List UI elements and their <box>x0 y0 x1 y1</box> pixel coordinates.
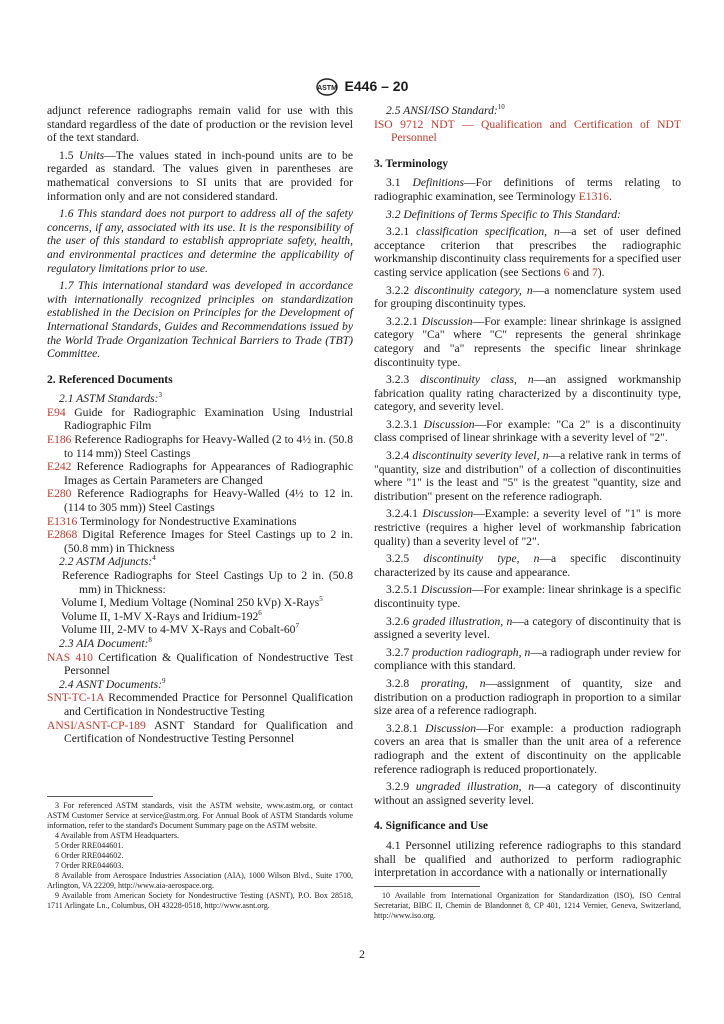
footnotes-right <box>374 886 681 921</box>
astm-reference-list <box>47 406 353 556</box>
reference-link[interactable]: ANSI/ASNT-CP-189 <box>47 718 146 732</box>
subsection-2-5: 2.5 ANSI/ISO Standard:$^{10}$ <box>386 103 505 117</box>
reference-link[interactable]: E186 <box>47 433 72 447</box>
footnote: 10 Available from International Organization for Standardization (ISO), ISO Central Secretariat, BIBC II, Chemin de Blandonnet 8, CP 401, 1214 Vernier, Geneva, Switzerland, http://www.iso.org. <box>374 891 681 920</box>
footnote: 3 For referenced ASTM standards, visit the ASTM website, www.astm.org, or contact ASTM Customer Service at service@astm.org. For Annual Book of ASTM Standards volume information, refer to the standard's Document Summary page on the ASTM website. <box>47 801 353 830</box>
subsection-2-2: 2.2 ASTM Adjuncts:$^4$ <box>59 554 156 569</box>
page-number: 2 <box>359 948 365 961</box>
reference-link[interactable]: NAS 410 <box>47 650 93 664</box>
subsection-2-4: 2.4 ASNT Documents:$^9$ <box>59 676 166 691</box>
reference-link[interactable]: E2868 <box>47 528 78 542</box>
terminology-link[interactable]: E1316 <box>578 189 609 203</box>
page-header <box>0 78 724 96</box>
para-3-2-2-1: 3.2.2.1 Discussion—For example: linear shrinkage is assigned category "Ca" where "C" represents the general shrinkage category and "a" represents the specific linear shrinkage discontinuity type. <box>374 314 681 369</box>
footnotes-left <box>47 796 353 911</box>
reference-link[interactable]: E280 <box>47 487 72 501</box>
para-1-6: 1.6 This standard does not purport to address all of the safety concerns, if any, associated with its use. It is the responsibility of the user of this standard to establish appropriate safety, health, and environmental practices and determine the applicability of regulatory limitations prior to use. <box>47 207 353 275</box>
reference-item: E242 Reference Radiographs for Appearances of Radiographic Images as Certain Parameters are Changed <box>47 460 353 487</box>
footnote: 5 Order RRE044601. <box>55 841 124 850</box>
reference-link[interactable]: SNT-TC-1A <box>47 691 104 705</box>
para-3-2-3: 3.2.3 discontinuity class, n—an assigned workmanship fabrication quality rating characterized by a discontinuity type, category, and severity level. <box>374 373 681 414</box>
reference-item: E2868 Digital Reference Images for Steel Castings up to 2 in. (50.8 mm) in Thickness <box>47 528 353 555</box>
reference-link[interactable]: E94 <box>47 405 66 419</box>
reference-item: ANSI/ASNT-CP-189 ASNT Standard for Qualification and Certification of Nondestructive Testing Personnel <box>47 718 353 746</box>
section-link[interactable]: 6 <box>563 265 570 279</box>
para-1-7: 1.7 This international standard was developed in accordance with internationally recognized principles on standardization established in the Decision on Principles for the Development of International Standards, Guides and Recommendations issued by the World Trade Organization Technical Barriers to Trade (TBT) Committee. <box>47 279 353 361</box>
footnote-divider <box>374 886 480 887</box>
footnote: 7 Order RRE044603. <box>55 861 124 870</box>
para-3-2-8: 3.2.8 prorating, n—assignment of quantity, size and distribution on a production radiograph in proportion to a similar size area of a reference radiograph. <box>374 676 681 718</box>
para-3-2-4: 3.2.4 discontinuity severity level, n—a relative rank in terms of "quantity, size and distribution" of a collection of discontinuities where "1" is the least and "5" is the greatest "quantity, size and distribution" present on the reference radiograph. <box>374 449 681 503</box>
right-column <box>374 103 682 920</box>
footnote: 9 Available from American Society for Nondestructive Testing (ASNT), P.O. Box 28518, 1711 Arlingate Ln., Columbus, OH 43228-0518, http://www.asnt.org. <box>47 891 353 910</box>
section-4-heading: 4. Significance and Use <box>374 819 489 833</box>
para-3-2-8-1: 3.2.8.1 Discussion—For example: a production radiograph covers an area that is smaller than the unit area of a reference radiograph and the extent of discontinuity on the applicable reference radiograph is reduced proportionately. <box>374 721 681 776</box>
para-3-2-6: 3.2.6 graded illustration, n—a category of discontinuity that is assigned a severity level. <box>374 614 681 642</box>
section-3-heading: 3. Terminology <box>374 156 449 170</box>
para-3-2-5: 3.2.5 discontinuity type, n—a specific discontinuity characterized by its cause and appearance. <box>374 552 681 579</box>
astm-logo-icon <box>316 78 338 96</box>
reference-item: E94 Guide for Radiographic Examination Using Industrial Radiographic Film <box>47 405 353 433</box>
reference-item: ISO 9712 NDT — Qualification and Certification of NDT Personnel <box>374 117 681 145</box>
section-link[interactable]: 7 <box>591 265 598 279</box>
para-3-2-4-1: 3.2.4.1 Discussion—Example: a severity level of "1" is more restrictive (requires a higher level of workmanship fabrication quality) than a severity level of "2". <box>374 507 682 548</box>
para-1-5: 1.5 Units—The values stated in inch-pound units are to be regarded as standard. The values given in parentheses are mathematical conversions to SI units that are provided for information only and are not considered standard. <box>47 148 353 203</box>
para-adjunct: adjunct reference radiographs remain valid for use with this standard regardless of the date of production or the revision level of the text standard. <box>47 104 353 145</box>
para-3-2-7: 3.2.7 production radiograph, n—a radiograph under review for compliance with this standard. <box>374 645 681 673</box>
footnote-divider <box>47 796 153 797</box>
adjunct-title: Reference Radiographs for Steel Castings Up to 2 in. (50.8 mm) in Thickness: <box>62 569 353 596</box>
adjunct-volume: Volume III, 2-MV to 4-MV X-Rays and Cobalt-$60^7$ <box>61 622 299 637</box>
reference-link[interactable]: E242 <box>47 460 72 474</box>
adjunct-volume: Volume II, 1-MV X-Rays and Iridium-$192^6$ <box>61 608 262 623</box>
para-3-2: 3.2 Definitions of Terms Specific to This Standard: <box>386 207 621 221</box>
reference-item: E1316 Terminology for Nondestructive Examinations <box>47 514 297 528</box>
svg-text:ASTM: ASTM <box>316 85 337 92</box>
subsection-2-3: 2.3 AIA Document:$^8$ <box>59 636 152 650</box>
reference-link[interactable]: ISO 9712 NDT <box>374 117 455 131</box>
standard-designation: E446 – 20 <box>344 78 409 95</box>
footnote: 6 Order RRE044602. <box>55 851 124 860</box>
para-3-2-1: 3.2.1 classification specification, n—a set of user defined acceptance criterion that prescribes the radiographic workmanship discontinuity class requirements for a specified user casting service application (see Sections 6 and 7). <box>374 225 681 279</box>
reference-link[interactable]: E1316 <box>47 514 78 528</box>
reference-item: SNT-TC-1A Recommended Practice for Personnel Qualification and Certification in Nondestructive Testing <box>47 691 353 718</box>
para-3-1: 3.1 Definitions—For definitions of terms relating to radiographic examination, see Terminology E1316. <box>374 176 682 203</box>
subsection-2-1: 2.1 ASTM Standards:$^3$ <box>59 391 163 406</box>
reference-item: E280 Reference Radiographs for Heavy-Walled (4½ to 12 in. (114 to 305 mm)) Steel Castings <box>47 487 353 515</box>
reference-item: E186 Reference Radiographs for Heavy-Walled (2 to 4½ in. (50.8 to 114 mm)) Steel Castings <box>47 433 353 460</box>
para-3-2-9: 3.2.9 ungraded illustration, n—a category of discontinuity without an assigned severity level. <box>374 780 681 807</box>
para-3-2-2: 3.2.2 discontinuity category, n—a nomenclature system used for grouping discontinuity types. <box>374 283 681 311</box>
footnote: 4 Available from ASTM Headquarters. <box>55 831 180 840</box>
para-4-1: 4.1 Personnel utilizing reference radiographs to this standard shall be qualified and authorized to perform radiographic interpretation in accordance with a nationally or internationally <box>374 838 681 880</box>
para-3-2-5-1: 3.2.5.1 Discussion—For example: linear shrinkage is a specific discontinuity type. <box>374 583 682 610</box>
para-3-2-3-1: 3.2.3.1 Discussion—For example: "Ca 2" is a discontinuity class comprised of linear shrinkage with a severity level of "2". <box>374 417 681 445</box>
footnote: 8 Available from Aerospace Industries Association (AIA), 1000 Wilson Blvd., Suite 1700, Arlington, VA 22209, http://www.aia-aerospace.org. <box>47 871 353 890</box>
section-2-heading: 2. Referenced Documents <box>47 372 173 386</box>
reference-item: NAS 410 Certification & Qualification of Nondestructive Test Personnel <box>47 650 353 678</box>
adjunct-volume: Volume I, Medium Voltage (Nominal 250 kVp) X-Rays$^5$ <box>61 595 323 610</box>
left-column <box>47 104 353 910</box>
